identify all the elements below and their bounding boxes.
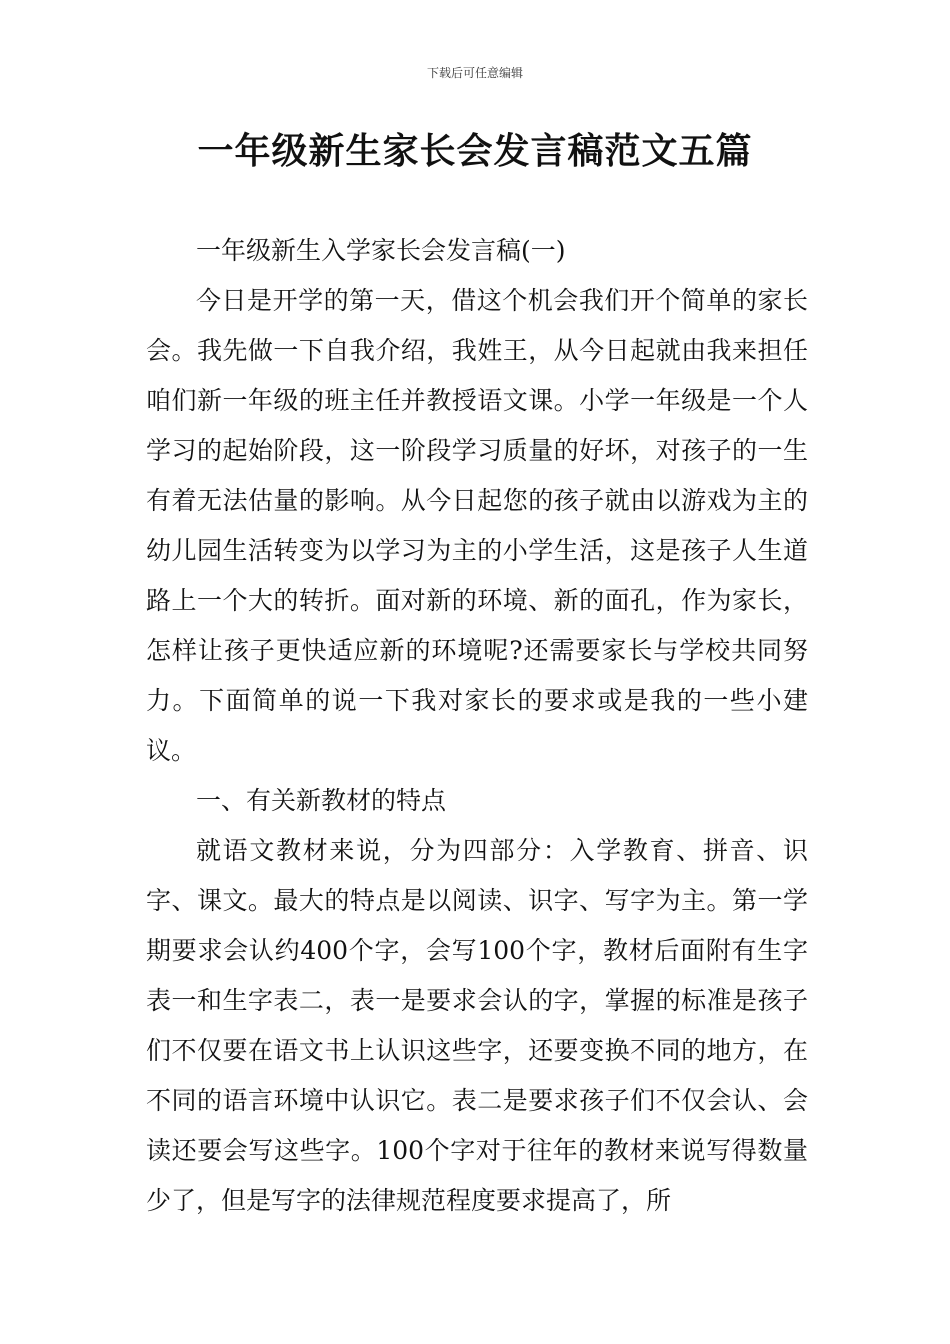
page-header-note: 下载后可任意编辑 bbox=[426, 66, 523, 80]
body-paragraph: 就语文教材来说，分为四部分：入学教育、拼音、识字、课文。最大的特点是以阅读、识字、写字为主。第一学期要求会认约400个字，会写100个字，教材后面附有生字表一和生字表二，表一是要求会认的字，掌握的标准是孩子们不仅要在语文书上认识这些字，还要变换不同的地方，在不同的语言环境中认识它。表二是要求孩子们不仅会认、会读还要会写这些字。100个字对于往年的教材来说写得数量少了，但是写字的法律规范程度要求提高了，所 bbox=[146, 836, 808, 1215]
document-body bbox=[146, 226, 808, 1226]
body-paragraph: 今日是开学的第一天，借这个机会我们开个简单的家长会。我先做一下自我介绍，我姓王，从今日起就由我来担任咱们新一年级的班主任并教授语文课。小学一年级是一个人学习的起始阶段，这一阶段学习质量的好坏，对孩子的一生有着无法估量的影响。从今日起您的孩子就由以游戏为主的幼儿园生活转变为以学习为主的小学生活，这是孩子人生道路上一个大的转折。面对新的环境、新的面孔，作为家长，怎样让孩子更快适应新的环境呢?还需要家长与学校共同努力。下面简单的说一下我对家长的要求或是我的一些小建议。 bbox=[146, 286, 808, 765]
section-heading: 一年级新生入学家长会发言稿(一) bbox=[196, 236, 566, 265]
section-heading: 一、有关新教材的特点 bbox=[196, 786, 447, 815]
document-title: 一年级新生家长会发言稿范文五篇 bbox=[197, 130, 753, 172]
